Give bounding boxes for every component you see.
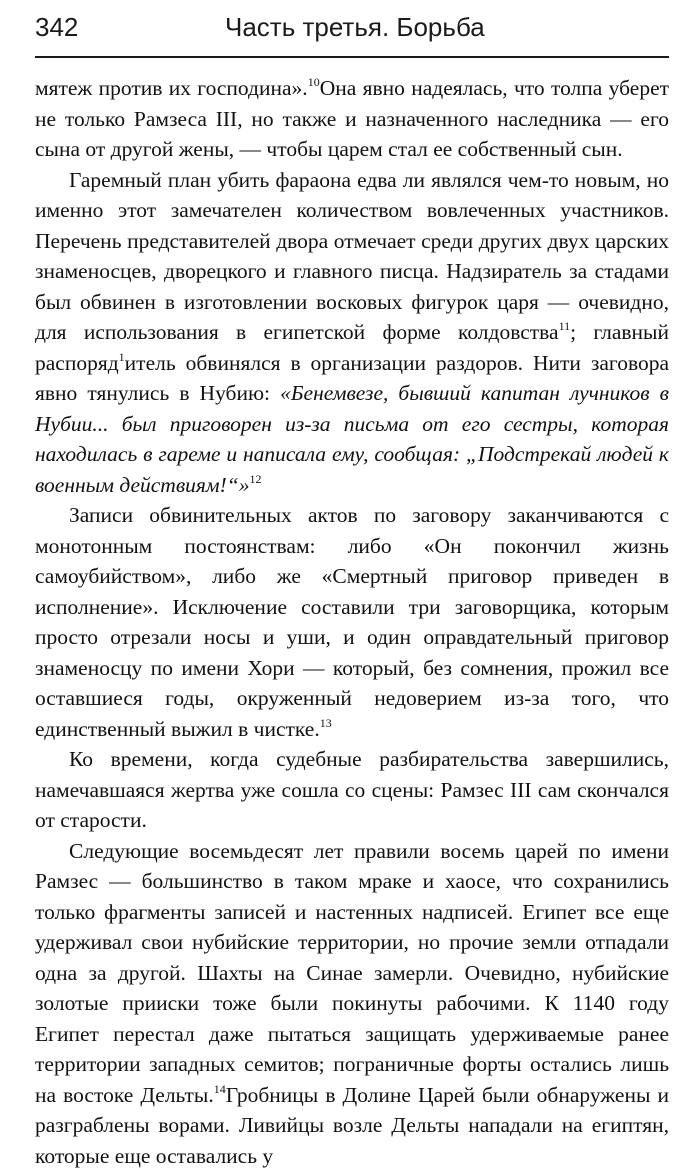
footnote-ref-13[interactable]: 13 [320,716,332,730]
paragraph-1 [35,73,669,165]
footnote-ref-11[interactable]: 11 [559,319,571,333]
running-title: Часть третья. Борьба [225,12,485,43]
paragraph-text: Ко времени, когда судебные разбирательства завершились, намечавшаяся жертва уже сошла со сцены: Рамзес III сам скончался от старости. [35,747,669,832]
paragraph-text: ; главный распоряд [35,320,669,375]
footnote-ref-12[interactable]: 12 [250,472,262,486]
paragraph-text: Она явно надеялась, что толпа уберет не только Рамзеса III, но также и назначенного наследника — его сына от другой жены, — чтобы царем стал ее собственный сын. [35,76,669,161]
ocr-artifact-mark: 1 [119,350,125,364]
paragraph-text: Гаремный план убить фараона едва ли являлся чем-то новым, но именно этот замечателен количеством вовлеченных участников. Перечень представителей двора отмечает среди других двух царских знаменосцев, дворецкого и главного писца. Надзиратель за стадами был обвинен в изготовлении восковых фигурок царя — очевидно, для использования в египетской форме колдовства [35,168,669,345]
paragraph-2 [35,165,669,501]
page-header [35,0,669,58]
footnote-ref-10[interactable]: 10 [308,75,320,89]
paragraph-text: мятеж против их господина». [35,76,308,100]
paragraph-5 [35,836,669,1171]
body-text [35,73,669,1171]
italic-quote: «Бенемвезе, бывший капитан лучников в Нубии... был приговорен из-за письма от его сестры, которая находилась в гареме и написала ему, сообщая: „Подстрекай людей к военным действиям!“» [35,381,669,497]
paragraph-3 [35,500,669,744]
page-number: 342 [35,12,78,43]
paragraph-4 [35,744,669,836]
paragraph-text: Записи обвинительных актов по заговору заканчиваются с монотонным постоянствам: либо «Он покончил жизнь самоубийством», либо же «Смертный приговор приведен в исполнение». Исключение составили три заговорщика, которым просто отрезали носы и уши, и один оправдательный приговор знаменосцу по имени Хори — который, без сомнения, прожил все оставшиеся годы, окруженный недоверием из-за того, что единственный выжил в чистке. [35,503,669,741]
header-rule [35,56,669,58]
footnote-ref-14[interactable]: 14 [214,1082,226,1096]
paragraph-text: итель обвинялся в организации раздоров. Нити заговора явно тянулись в Нубию: [35,351,669,406]
paragraph-text: Гробницы в Долине Царей были обнаружены и разграблены ворами. Ливийцы возле Дельты нападали на египтян, которые еще оставались у [35,1083,669,1168]
paragraph-text: Следующие восемьдесят лет правили восемь царей по имени Рамзес — большинство в таком мраке и хаосе, что сохранились только фрагменты записей и настенных надписей. Египет все еще удерживал свои нубийские территории, но прочие земли отпадали одна за другой. Шахты на Синае замерли. Очевидно, нубийские золотые прииски тоже были покинуты рабочими. К 1140 году Египет перестал даже пытаться защищать удерживаемые ранее территории западных семитов; пограничные форты остались лишь на востоке Дельты. [35,839,669,1107]
